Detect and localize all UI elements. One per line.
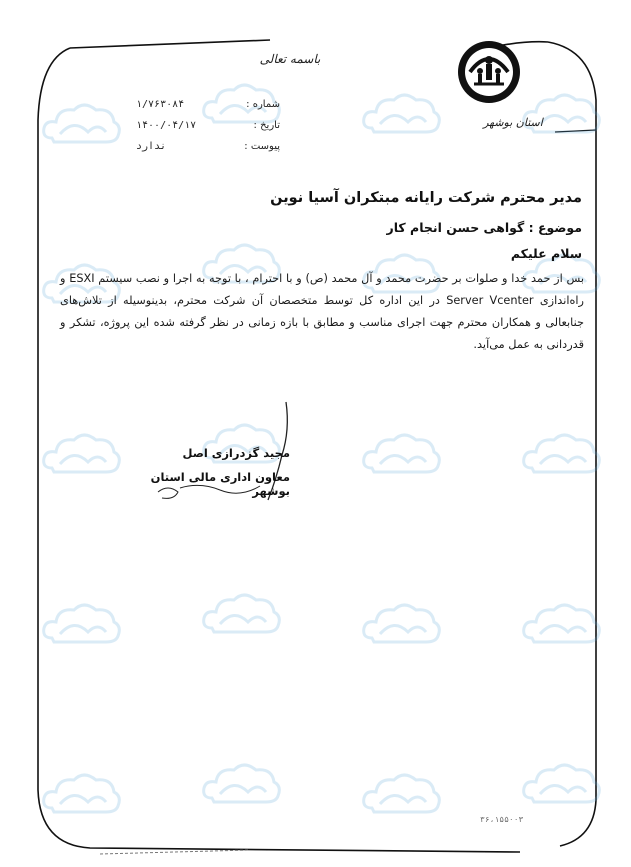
bismillah-header: باسمه تعالی — [259, 52, 321, 66]
watermark-cloud-icon — [40, 98, 122, 150]
letter-body — [60, 268, 584, 356]
watermark-cloud-icon — [40, 428, 122, 480]
watermark-cloud-icon — [40, 768, 122, 820]
watermark-cloud-icon — [200, 588, 282, 640]
watermark-cloud-icon — [520, 88, 602, 140]
date-label: تاریخ : — [253, 120, 280, 131]
watermark-cloud-icon — [200, 758, 282, 810]
watermark-cloud-icon — [360, 428, 442, 480]
attachment-value: ندارد — [136, 141, 167, 152]
watermark-cloud-icon — [520, 598, 602, 650]
watermark-cloud-icon — [520, 428, 602, 480]
watermark-cloud-icon — [360, 88, 442, 140]
date-value: ۱۴۰۰/۰۴/۱۷ — [136, 120, 197, 131]
watermark-cloud-icon — [520, 758, 602, 810]
watermark-cloud-icon — [200, 418, 282, 470]
number-value: ۱/۷۶۳۰۸۴ — [136, 99, 185, 110]
letter-meta — [130, 94, 280, 157]
footer-reference: ۳۶،۱۵۵۰۰۳ — [480, 815, 524, 824]
watermark-cloud-icon — [360, 598, 442, 650]
signatory-title: معاون اداری مالی استان بوشهر — [150, 470, 290, 498]
number-label: شماره : — [246, 99, 280, 110]
signatory-name: مجید گزدرازی اصل — [182, 446, 290, 460]
greeting: سلام علیکم — [510, 246, 582, 261]
recipient-line: مدیر محترم شرکت رایانه مبتکران آسیا نوین — [270, 190, 582, 206]
meta-date-row — [130, 115, 280, 136]
attachment-label: پیوست : — [244, 141, 280, 152]
relief-foundation-emblem-icon — [456, 38, 522, 106]
subject-line: موضوع : گواهی حسن انجام کار — [386, 220, 582, 235]
province-label: استان بوشهر — [483, 116, 543, 129]
body-paragraph: بس از حمد خدا و صلوات بر حضرت محمد و آل محمد (ص) و با احترام ، با توجه به اجرا و نصب سیستم ESXI و راه‌اندازی Server Vcenter در این اداره کل توسط متخصصان آن شرکت محترم، بدینوسیله از تلاش‌های جنابعالی و همکاران محترم جهت اجرای مناسب و مطابق با بازه زمانی در نظر گرفته شده این پروژه، تشکر و قدردانی به عمل می‌آید. — [60, 272, 585, 351]
meta-number-row — [130, 94, 280, 115]
watermark-cloud-icon — [40, 598, 122, 650]
watermark-cloud-icon — [360, 768, 442, 820]
meta-attachment-row — [130, 136, 280, 157]
